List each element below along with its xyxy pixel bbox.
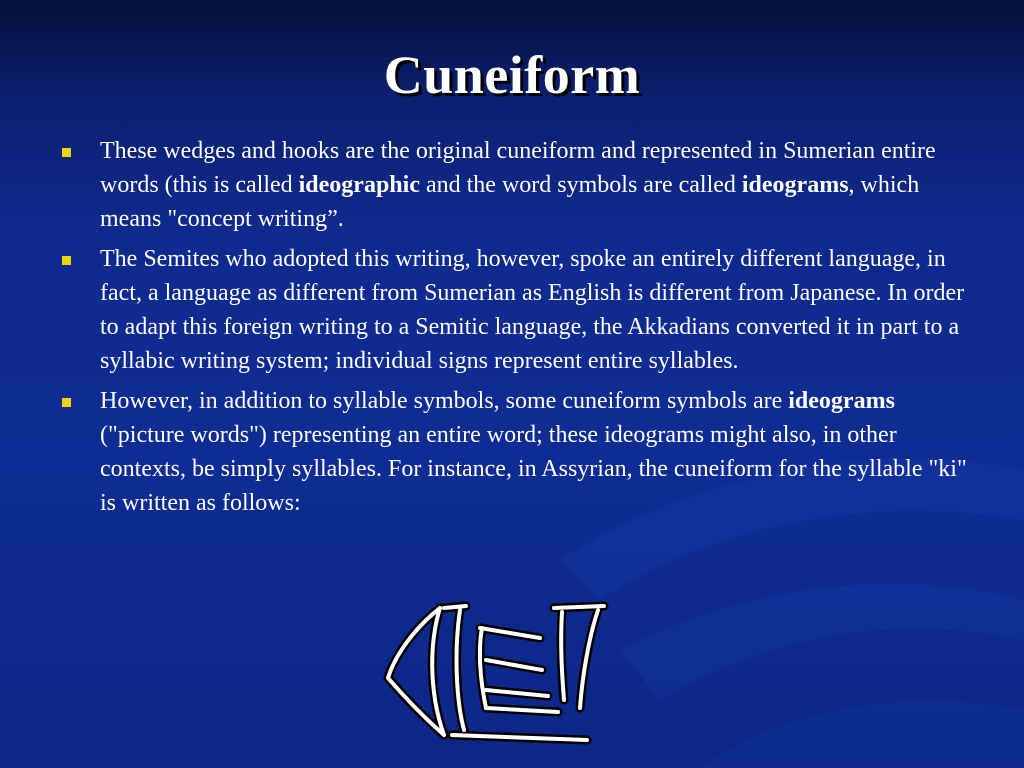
- bold-term: ideographic: [298, 172, 420, 198]
- bold-term: ideograms: [788, 388, 895, 414]
- bullet-list: [62, 134, 982, 526]
- bullet-text: [100, 388, 967, 516]
- text-run: These wedges and hooks are the original cuneiform and represented in Sumerian entire words (this is called: [100, 138, 936, 198]
- text-run: However, in addition to syllable symbols, some cuneiform symbols are: [100, 388, 789, 414]
- text-run: , which means "concept writing”.: [100, 172, 920, 232]
- bullet-square-icon: [62, 148, 71, 157]
- bullet-square-icon: [62, 256, 71, 265]
- bullet-item: [62, 242, 982, 378]
- bullet-text: [100, 138, 936, 232]
- slide-title: Cuneiform: [383, 45, 641, 105]
- cuneiform-ki-sign-icon: [382, 600, 612, 745]
- bullet-square-icon: [62, 398, 71, 407]
- text-run: The Semites who adopted this writing, however, spoke an entirely different language, in fact, a language as different from Sumerian as English is different from Japanese. In order to adapt this foreign writing to a Semitic language, the Akkadians converted it in part to a syllabic writing system; individual signs represent entire syllables.: [100, 246, 965, 374]
- text-run: ("picture words") representing an entire word; these ideograms might also, in other contexts, be simply syllables. For instance, in Assyrian, the cuneiform for the syllable "ki" is written as follows:: [100, 422, 967, 516]
- text-run: and the word symbols are called: [419, 172, 742, 198]
- bold-term: ideograms: [741, 172, 849, 198]
- bullet-item: [62, 134, 982, 236]
- bullet-item: [62, 384, 982, 520]
- bullet-text: [100, 246, 964, 374]
